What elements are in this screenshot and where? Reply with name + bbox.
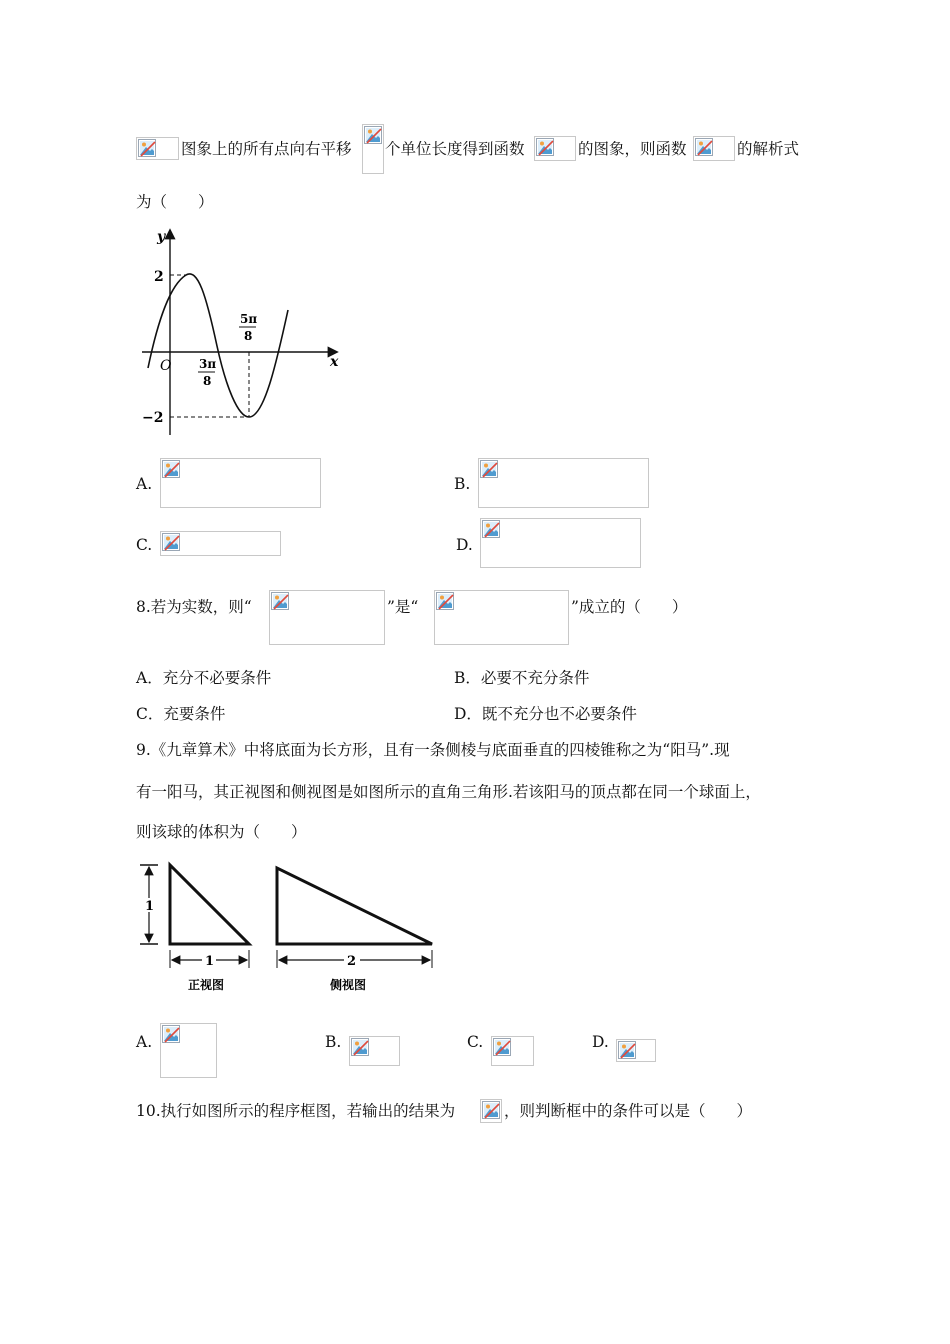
side-width-label: 2 xyxy=(347,954,357,969)
broken-image-icon xyxy=(351,1038,369,1056)
formula-image-placeholder xyxy=(693,136,735,161)
option-label-b: B. xyxy=(325,1033,342,1051)
option-b-formula-placeholder xyxy=(349,1036,400,1066)
y-tick-label: −2 xyxy=(142,410,164,426)
question-9-text: 则该球的体积为（ ） xyxy=(136,823,307,841)
front-view-caption: 正视图 xyxy=(188,978,225,992)
sine-curve xyxy=(148,274,288,417)
broken-image-icon xyxy=(162,460,180,478)
front-view-triangle xyxy=(170,865,249,944)
formula-image-placeholder xyxy=(534,136,576,161)
broken-image-icon xyxy=(271,592,289,610)
broken-image-icon xyxy=(480,460,498,478)
question-9-text: 有一阳马，其正视图和侧视图是如图所示的直角三角形.若该阳马的顶点都在同一个球面上， xyxy=(136,783,761,801)
option-label-b: B. xyxy=(454,475,471,493)
broken-image-icon xyxy=(138,139,156,157)
option-b: B．必要不充分条件 xyxy=(454,669,590,687)
x-axis-label: x xyxy=(330,354,339,370)
broken-image-icon xyxy=(536,138,554,156)
option-a-formula-placeholder xyxy=(160,458,321,508)
option-label-c: C. xyxy=(136,536,153,554)
question-7-text: 的图象，则函数 xyxy=(578,140,687,158)
formula-image-placeholder xyxy=(362,124,384,174)
broken-image-icon xyxy=(482,520,500,538)
option-d-formula-placeholder xyxy=(616,1039,656,1062)
question-10-text: 10.执行如图所示的程序框图，若输出的结果为 xyxy=(136,1102,456,1120)
option-d: D．既不充分也不必要条件 xyxy=(454,705,637,723)
three-view-figure xyxy=(136,858,446,998)
question-10-text: ，则判断框中的条件可以是（ ） xyxy=(504,1102,753,1120)
x-tick-label-denominator: 8 xyxy=(203,374,212,388)
x-tick-label-numerator: 3π xyxy=(199,357,217,371)
broken-image-icon xyxy=(162,533,180,551)
question-8-text: 8.若为实数，则“ xyxy=(136,598,252,616)
option-a-formula-placeholder xyxy=(160,1023,217,1078)
option-c-formula-placeholder xyxy=(160,531,281,556)
broken-image-icon xyxy=(482,1101,500,1119)
option-b-formula-placeholder xyxy=(478,458,649,508)
option-label-a: A. xyxy=(136,1033,153,1051)
option-c-formula-placeholder xyxy=(491,1036,534,1066)
formula-image-placeholder xyxy=(480,1099,502,1123)
y-axis-label: y xyxy=(157,229,166,245)
sine-graph xyxy=(136,225,346,440)
origin-label: O xyxy=(160,358,172,374)
y-tick-label: 2 xyxy=(154,269,164,285)
broken-image-icon xyxy=(436,592,454,610)
broken-image-icon xyxy=(493,1038,511,1056)
option-label-d: D. xyxy=(456,536,473,554)
question-7-text: 个单位长度得到函数 xyxy=(385,140,525,158)
option-c: C．充要条件 xyxy=(136,705,226,723)
height-label: 1 xyxy=(145,899,155,914)
question-7-text: 为（ ） xyxy=(136,193,214,211)
question-8-text: ”是“ xyxy=(387,598,419,616)
broken-image-icon xyxy=(618,1041,636,1059)
formula-image-placeholder xyxy=(136,137,179,160)
option-label-d: D. xyxy=(592,1033,609,1051)
option-label-a: A. xyxy=(136,475,153,493)
side-view-triangle xyxy=(277,868,432,944)
broken-image-icon xyxy=(162,1025,180,1043)
broken-image-icon xyxy=(364,126,382,144)
x-tick-label-denominator: 8 xyxy=(244,329,253,343)
question-7-text: 图象上的所有点向右平移 xyxy=(181,140,352,158)
formula-image-placeholder xyxy=(434,590,569,645)
option-label-c: C. xyxy=(467,1033,484,1051)
option-a: A．充分不必要条件 xyxy=(136,669,272,687)
question-8-text: ”成立的（ ） xyxy=(571,598,688,616)
side-view-caption: 侧视图 xyxy=(330,978,367,992)
formula-image-placeholder xyxy=(269,590,385,645)
question-7-text: 的解析式 xyxy=(737,140,800,158)
x-tick-label-numerator: 5π xyxy=(240,312,258,326)
broken-image-icon xyxy=(695,138,713,156)
question-9-text: 9.《九章算术》中将底面为长方形，且有一条侧棱与底面垂直的四棱锥称之为“阳马”.现 xyxy=(136,741,730,759)
front-width-label: 1 xyxy=(205,954,215,969)
option-d-formula-placeholder xyxy=(480,518,641,568)
